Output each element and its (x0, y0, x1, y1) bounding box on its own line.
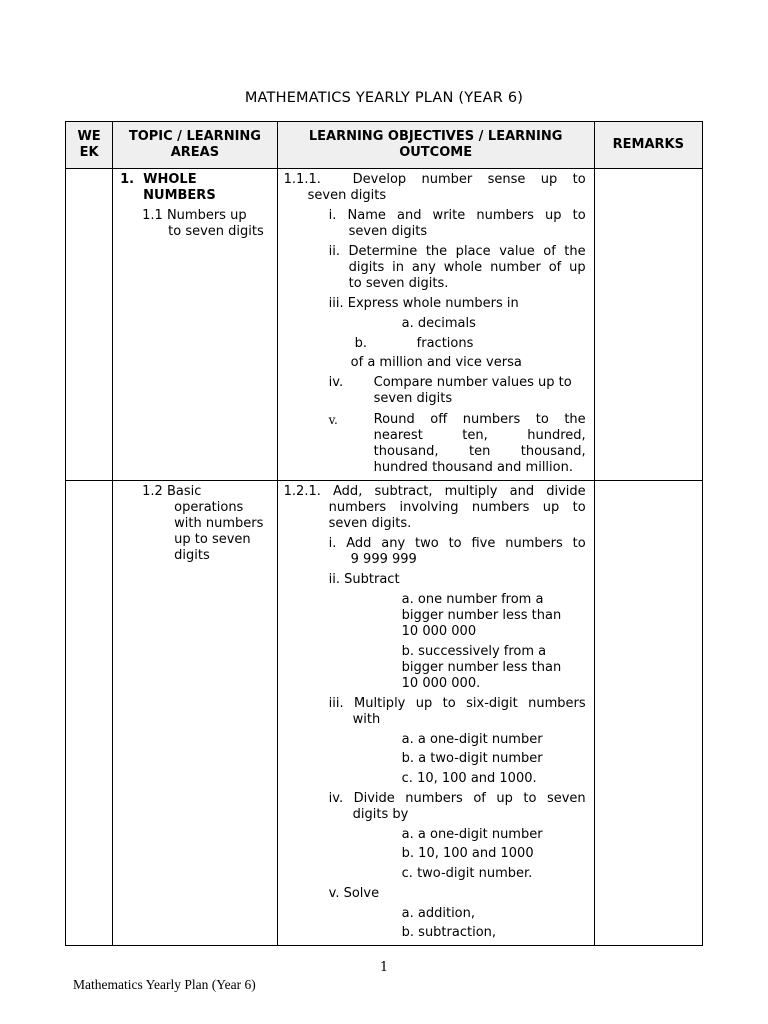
header-week-line2: EK (79, 145, 99, 160)
outcome-subitem: b. successively from a (401, 644, 547, 659)
objective-text: seven digits (307, 188, 387, 203)
subtopic-line4: up to seven (174, 532, 251, 547)
outcome-item: v. Solve (328, 886, 380, 901)
objectives-cell (277, 169, 594, 481)
objective-text: Develop number sense up to (352, 172, 586, 187)
subtopic-line5: digits (174, 548, 210, 563)
header-week-line1: WE (77, 129, 101, 144)
objective-text: seven digits. (328, 516, 412, 531)
outcome-item: digits by (352, 807, 409, 822)
header-objectives (277, 122, 594, 169)
week-cell (66, 169, 113, 481)
objectives-cell (277, 481, 594, 946)
outcome-subitem: c. 10, 100 and 1000. (401, 771, 537, 786)
week-cell (66, 481, 113, 946)
outcome-item: iii. Express whole numbers in (328, 296, 519, 311)
outcome-subitem: fractions (416, 336, 474, 351)
outcome-item: thousand, ten thousand, (373, 444, 586, 459)
outcome-item: digits in any whole number of up (348, 260, 586, 275)
outcome-subitem: bigger number less than (401, 608, 562, 623)
outcome-subitem: a. a one-digit number (401, 732, 543, 747)
outcome-item: 9 999 999 (350, 552, 417, 567)
outcome-subitem: 10 000 000 (401, 624, 477, 639)
objective-text: numbers involving numbers up to (328, 500, 586, 515)
outcome-subitem: a. addition, (401, 906, 476, 921)
outcome-subitem: b. 10, 100 and 1000 (401, 846, 534, 861)
outcome-subitem: b. (354, 336, 368, 351)
outcome-item: Compare number values up to (373, 375, 572, 390)
objective-number: 1.1.1. (283, 172, 321, 187)
outcome-item: of a million and vice versa (350, 355, 522, 370)
outcome-item: ii. Subtract (328, 572, 400, 587)
outcome-item: nearest ten, hundred, (373, 428, 586, 443)
outcome-subitem: 10 000 000. (401, 676, 481, 691)
topic-cell (113, 481, 278, 946)
outcome-item: i. Name and write numbers up to (328, 208, 586, 223)
remarks-cell (594, 169, 702, 481)
outcome-item: iv. (328, 375, 344, 390)
header-topic-line2: AREAS (170, 145, 220, 160)
table-header-row (66, 122, 703, 169)
yearly-plan-table (65, 121, 703, 946)
outcome-subitem: b. a two-digit number (401, 751, 543, 766)
topic-heading-line2: NUMBERS (143, 188, 216, 203)
header-objectives-line2: OUTCOME (399, 145, 473, 160)
outcome-item: i. Add any two to five numbers to (328, 536, 586, 551)
remarks-cell (594, 481, 702, 946)
outcome-subitem: a. one number from a (401, 592, 544, 607)
table-row (66, 169, 703, 481)
outcome-item: Round off numbers to the (373, 412, 586, 427)
document-title: MATHEMATICS YEARLY PLAN (YEAR 6) (244, 90, 524, 106)
page-number: 1 (379, 960, 389, 975)
subtopic-line1: 1.2 Basic (142, 484, 202, 499)
topic-heading-line1: WHOLE (143, 172, 197, 187)
outcome-subitem: a. a one-digit number (401, 827, 543, 842)
header-remarks: REMARKS (594, 122, 702, 169)
header-objectives-line1: LEARNING OBJECTIVES / LEARNING (308, 129, 563, 144)
outcome-subitem: b. subtraction, (401, 925, 497, 940)
outcome-subitem: a. decimals (401, 316, 476, 331)
outcome-item: seven digits (373, 391, 453, 406)
outcome-item: to seven digits. (348, 276, 449, 291)
objective-text: 1.2.1. Add, subtract, multiply and divide (283, 484, 586, 499)
outcome-item: seven digits (348, 224, 428, 239)
header-topic-line1: TOPIC / LEARNING (128, 129, 261, 144)
subtopic-line1: 1.1 Numbers up (142, 208, 247, 223)
outcome-item: hundred thousand and million. (373, 460, 573, 475)
page-footer: Mathematics Yearly Plan (Year 6) (73, 977, 256, 992)
outcome-subitem: bigger number less than (401, 660, 562, 675)
outcome-item: with (352, 712, 381, 727)
outcome-item: iv. Divide numbers of up to seven (328, 791, 586, 806)
topic-cell (113, 169, 278, 481)
header-topic (113, 122, 278, 169)
table-row (66, 481, 703, 946)
outcome-item: v. (328, 413, 338, 427)
subtopic-line2: to seven digits (168, 224, 264, 239)
outcome-item: ii. Determine the place value of the (328, 244, 586, 259)
topic-number: 1. (120, 172, 135, 187)
outcome-subitem: c. two-digit number. (401, 866, 533, 881)
outcome-item: iii. Multiply up to six-digit numbers (328, 696, 586, 711)
subtopic-line2: operations (174, 500, 244, 515)
header-week (66, 122, 113, 169)
subtopic-line3: with numbers (174, 516, 264, 531)
